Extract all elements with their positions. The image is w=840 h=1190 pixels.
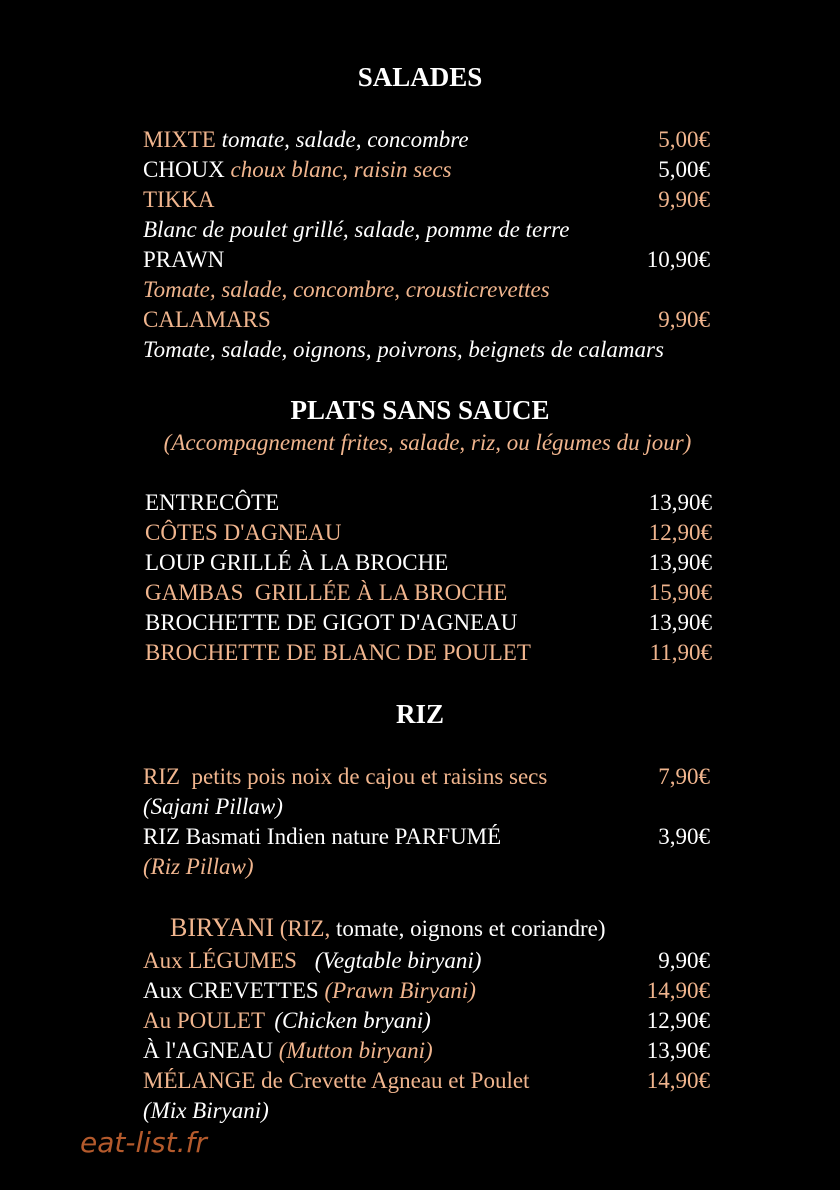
biryani-item [143, 1036, 433, 1066]
plat-item: BROCHETTE DE GIGOT D'AGNEAU [145, 610, 518, 635]
salade-tikka-name: TIKKA [143, 187, 215, 212]
biryani-item-sub: (Mix Biryani) [143, 1098, 269, 1123]
item-name: Aux LÉGUMES [143, 948, 297, 973]
item-price: 12,90€ [648, 520, 712, 545]
item-price: 15,90€ [648, 580, 712, 605]
item-price: 13,90€ [648, 490, 712, 515]
salade-calamars-name: CALAMARS [143, 307, 271, 332]
salade-calamars-desc: Tomate, salade, oignons, poivrons, beignets de calamars [143, 337, 664, 362]
plats-heading: PLATS SANS SAUCE [290, 395, 550, 425]
salade-tikka-desc: Blanc de poulet grillé, salade, pomme de terre [143, 217, 570, 242]
biryani-item: MÉLANGE de Crevette Agneau et Poulet [143, 1068, 530, 1093]
salade-mixte [143, 125, 469, 155]
biryani-title: BIRYANI [170, 913, 275, 942]
item-price: 14,90€ [646, 1068, 710, 1093]
item-name: CHOUX [143, 157, 225, 182]
item-price: 9,90€ [658, 948, 710, 973]
item-name: Aux CREVETTES [143, 978, 319, 1003]
biryani-title-rest: tomate, oignons et coriandre) [335, 916, 606, 941]
item-price: 10,90€ [646, 247, 710, 272]
item-price: 13,90€ [648, 550, 712, 575]
item-desc: (Vegtable biryani) [314, 948, 482, 973]
item-name: À l'AGNEAU [143, 1038, 273, 1063]
biryani-item [143, 976, 476, 1006]
plats-subtitle: (Accompagnement frites, salade, riz, ou légumes du jour) [163, 430, 692, 455]
biryani-item [143, 946, 481, 976]
biryani-heading [170, 913, 606, 944]
item-price: 13,90€ [646, 1038, 710, 1063]
item-price: 9,90€ [658, 187, 710, 212]
plat-item: GAMBAS GRILLÉE À LA BROCHE [145, 580, 508, 605]
item-name: MIXTE [143, 127, 216, 152]
riz-item: RIZ petits pois noix de cajou et raisins secs [143, 764, 548, 789]
riz-item-sub: (Riz Pillaw) [143, 854, 254, 879]
item-price: 11,90€ [649, 640, 712, 665]
item-desc: (Prawn Biryani) [324, 978, 476, 1003]
riz-item-sub: (Sajani Pillaw) [143, 794, 283, 819]
item-price: 5,00€ [658, 157, 710, 182]
biryani-title-riz: (RIZ, [279, 916, 331, 941]
riz-heading: RIZ [395, 699, 444, 729]
plat-item: BROCHETTE DE BLANC DE POULET [145, 640, 531, 665]
watermark: eat-list.fr [80, 1126, 207, 1159]
item-price: 3,90€ [658, 824, 710, 849]
biryani-item [143, 1006, 431, 1036]
riz-item: RIZ Basmati Indien nature PARFUMÉ [143, 824, 502, 849]
item-price: 7,90€ [658, 764, 710, 789]
item-desc: (Mutton biryani) [278, 1038, 433, 1063]
item-price: 12,90€ [646, 1008, 710, 1033]
plat-item: LOUP GRILLÉ À LA BROCHE [145, 550, 449, 575]
plat-item: ENTRECÔTE [145, 490, 280, 515]
item-desc: tomate, salade, concombre [221, 127, 469, 152]
item-name: Au POULET [143, 1008, 265, 1033]
plat-item: CÔTES D'AGNEAU [145, 520, 342, 545]
salade-prawn-name: PRAWN [143, 247, 225, 272]
item-price: 9,90€ [658, 307, 710, 332]
item-price: 14,90€ [646, 978, 710, 1003]
item-price: 13,90€ [648, 610, 712, 635]
salades-heading: SALADES [357, 62, 483, 92]
item-price: 5,00€ [658, 127, 710, 152]
item-desc: (Chicken bryani) [274, 1008, 431, 1033]
salade-choux [143, 155, 452, 185]
item-desc: choux blanc, raisin secs [230, 157, 452, 182]
salade-prawn-desc: Tomate, salade, concombre, crousticrevettes [143, 277, 550, 302]
